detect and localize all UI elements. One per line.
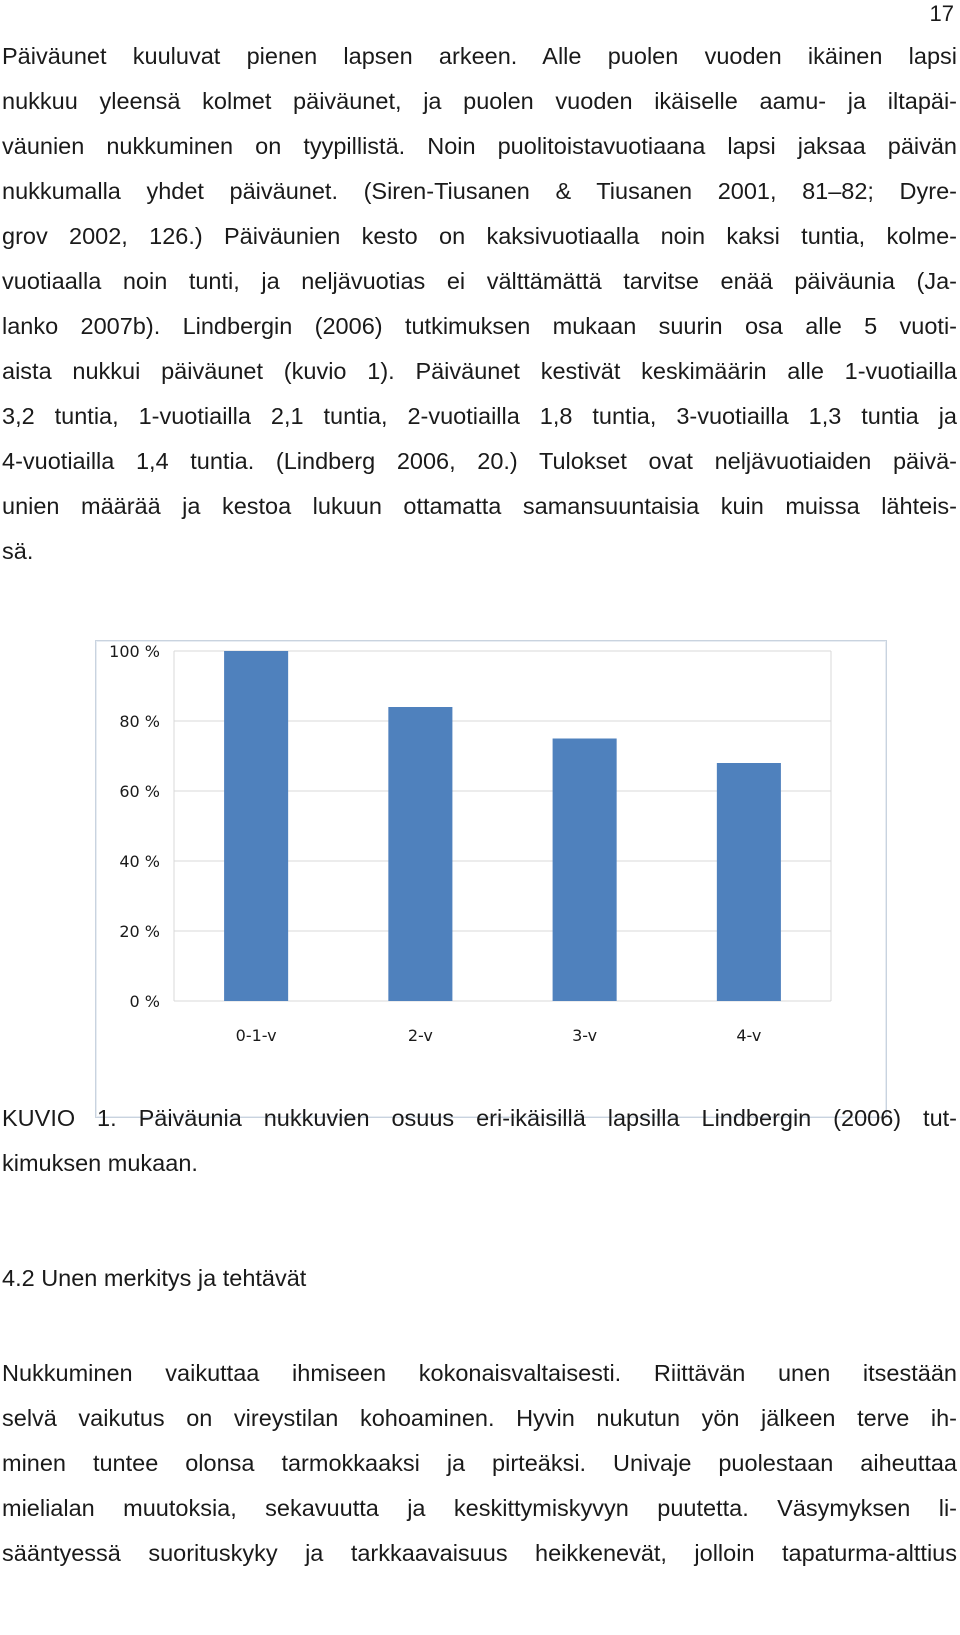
text-line: Nukkuminen vaikuttaa ihmiseen kokonaisvaltaisesti. Riittävän unen itsestään bbox=[2, 1360, 957, 1386]
text-line: minen tuntee olonsa tarmokkaaksi ja pirteäksi. Univaje puolestaan aiheuttaa bbox=[2, 1450, 957, 1476]
x-tick-label: 3-v bbox=[572, 1026, 598, 1045]
text-line: sä. bbox=[2, 538, 34, 564]
page-number: 17 bbox=[929, 1, 954, 26]
text-line: selvä vaikutus on vireystilan kohoaminen. Hyvin nukutun yön jälkeen terve ih- bbox=[2, 1405, 957, 1431]
bar bbox=[388, 707, 452, 1001]
x-tick-label: 0-1-v bbox=[235, 1026, 277, 1045]
caption-line: kimuksen mukaan. bbox=[2, 1150, 198, 1176]
y-tick-label: 40 % bbox=[119, 852, 160, 871]
text-line: 4-vuotiailla 1,4 tuntia. (Lindberg 2006, 20.) Tulokset ovat neljävuotiaiden päivä- bbox=[2, 448, 957, 474]
text-line: 3,2 tuntia, 1-vuotiailla 2,1 tuntia, 2-vuotiailla 1,8 tuntia, 3-vuotiailla 1,3 tuntia ja bbox=[2, 403, 957, 429]
y-tick-label: 100 % bbox=[109, 642, 160, 661]
x-tick-label: 2-v bbox=[407, 1026, 433, 1045]
section-heading: 4.2 Unen merkitys ja tehtävät bbox=[2, 1265, 307, 1291]
bar bbox=[717, 763, 781, 1001]
bar-chart bbox=[95, 640, 887, 1118]
text-line: väunien nukkuminen on tyypillistä. Noin puolitoistavuotiaana lapsi jaksaa päivän bbox=[2, 133, 957, 159]
text-line: sääntyessä suorituskyky ja tarkkaavaisuus heikkenevät, jolloin tapaturma-alttius bbox=[2, 1540, 957, 1566]
text-line: unien määrää ja kestoa lukuun ottamatta samansuuntaisia kuin muissa lähteis- bbox=[2, 493, 957, 519]
x-tick-label: 4-v bbox=[736, 1026, 762, 1045]
y-tick-label: 20 % bbox=[119, 922, 160, 941]
y-tick-label: 60 % bbox=[119, 782, 160, 801]
text-line: aista nukkui päiväunet (kuvio 1). Päiväunet kestivät keskimäärin alle 1-vuotiailla bbox=[2, 358, 957, 384]
text-line: grov 2002, 126.) Päiväunien kesto on kaksivuotiaalla noin kaksi tuntia, kolme- bbox=[2, 223, 957, 249]
text-line: vuotiaalla noin tunti, ja neljävuotias ei välttämättä tarvitse enää päiväunia (Ja- bbox=[2, 268, 957, 294]
y-tick-label: 80 % bbox=[119, 712, 160, 731]
text-line: nukkumalla yhdet päiväunet. (Siren-Tiusanen & Tiusanen 2001, 81–82; Dyre- bbox=[2, 178, 957, 204]
text-line: nukkuu yleensä kolmet päiväunet, ja puolen vuoden ikäiselle aamu- ja iltapäi- bbox=[2, 88, 957, 114]
text-line: lanko 2007b). Lindbergin (2006) tutkimuksen mukaan suurin osa alle 5 vuoti- bbox=[2, 313, 957, 339]
y-tick-label: 0 % bbox=[129, 992, 160, 1011]
text-line: mielialan muutoksia, sekavuutta ja keskittymiskyvyn puutetta. Väsymyksen li- bbox=[2, 1495, 957, 1521]
bar bbox=[224, 651, 288, 1001]
chart-svg bbox=[96, 641, 886, 1117]
bar bbox=[553, 739, 617, 1002]
caption-line: KUVIO 1. Päiväunia nukkuvien osuus eri-ikäisillä lapsilla Lindbergin (2006) tut- bbox=[2, 1105, 957, 1131]
text-line: Päiväunet kuuluvat pienen lapsen arkeen. Alle puolen vuoden ikäinen lapsi bbox=[2, 43, 957, 69]
